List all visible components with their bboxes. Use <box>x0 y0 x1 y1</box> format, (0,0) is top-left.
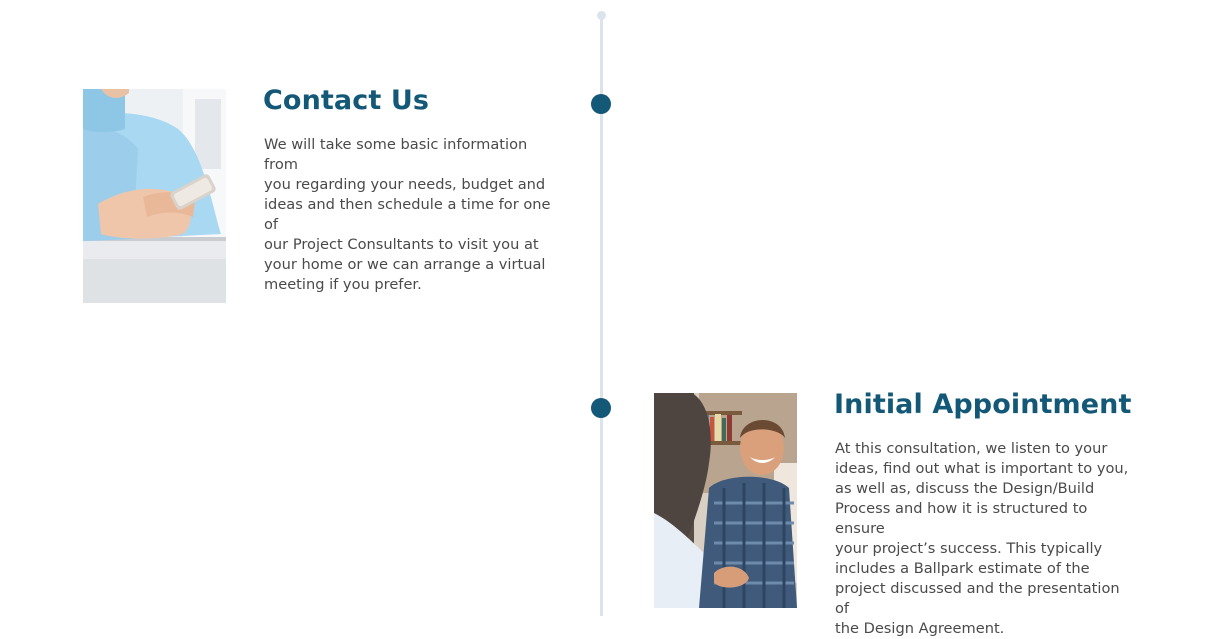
initial-appointment-description: At this consultation, we listen to your ideas, find out what is important to you, as well as, discuss the Design/Build Process and how it is structured to ensure your project’s success. This typically includes a Ballpark estimate of the project discussed and the presentation of the Design Agreement. <box>835 440 1129 637</box>
timeline-dot-contact-us <box>591 94 611 114</box>
contact-us-description: We will take some basic information from you regarding your needs, budget and ideas and then schedule a time for one of our Project Consultants to visit you at your home or we can arrange a virtual meeting if you prefer. <box>264 136 551 293</box>
timeline-start-cap <box>597 11 606 20</box>
contact-us-title: Contact Us <box>263 85 430 116</box>
contact-us-photo <box>83 89 226 303</box>
timeline-dot-initial-appointment <box>591 398 611 418</box>
initial-appointment-photo <box>654 393 797 608</box>
initial-appointment-title: Initial Appointment <box>834 389 1132 420</box>
